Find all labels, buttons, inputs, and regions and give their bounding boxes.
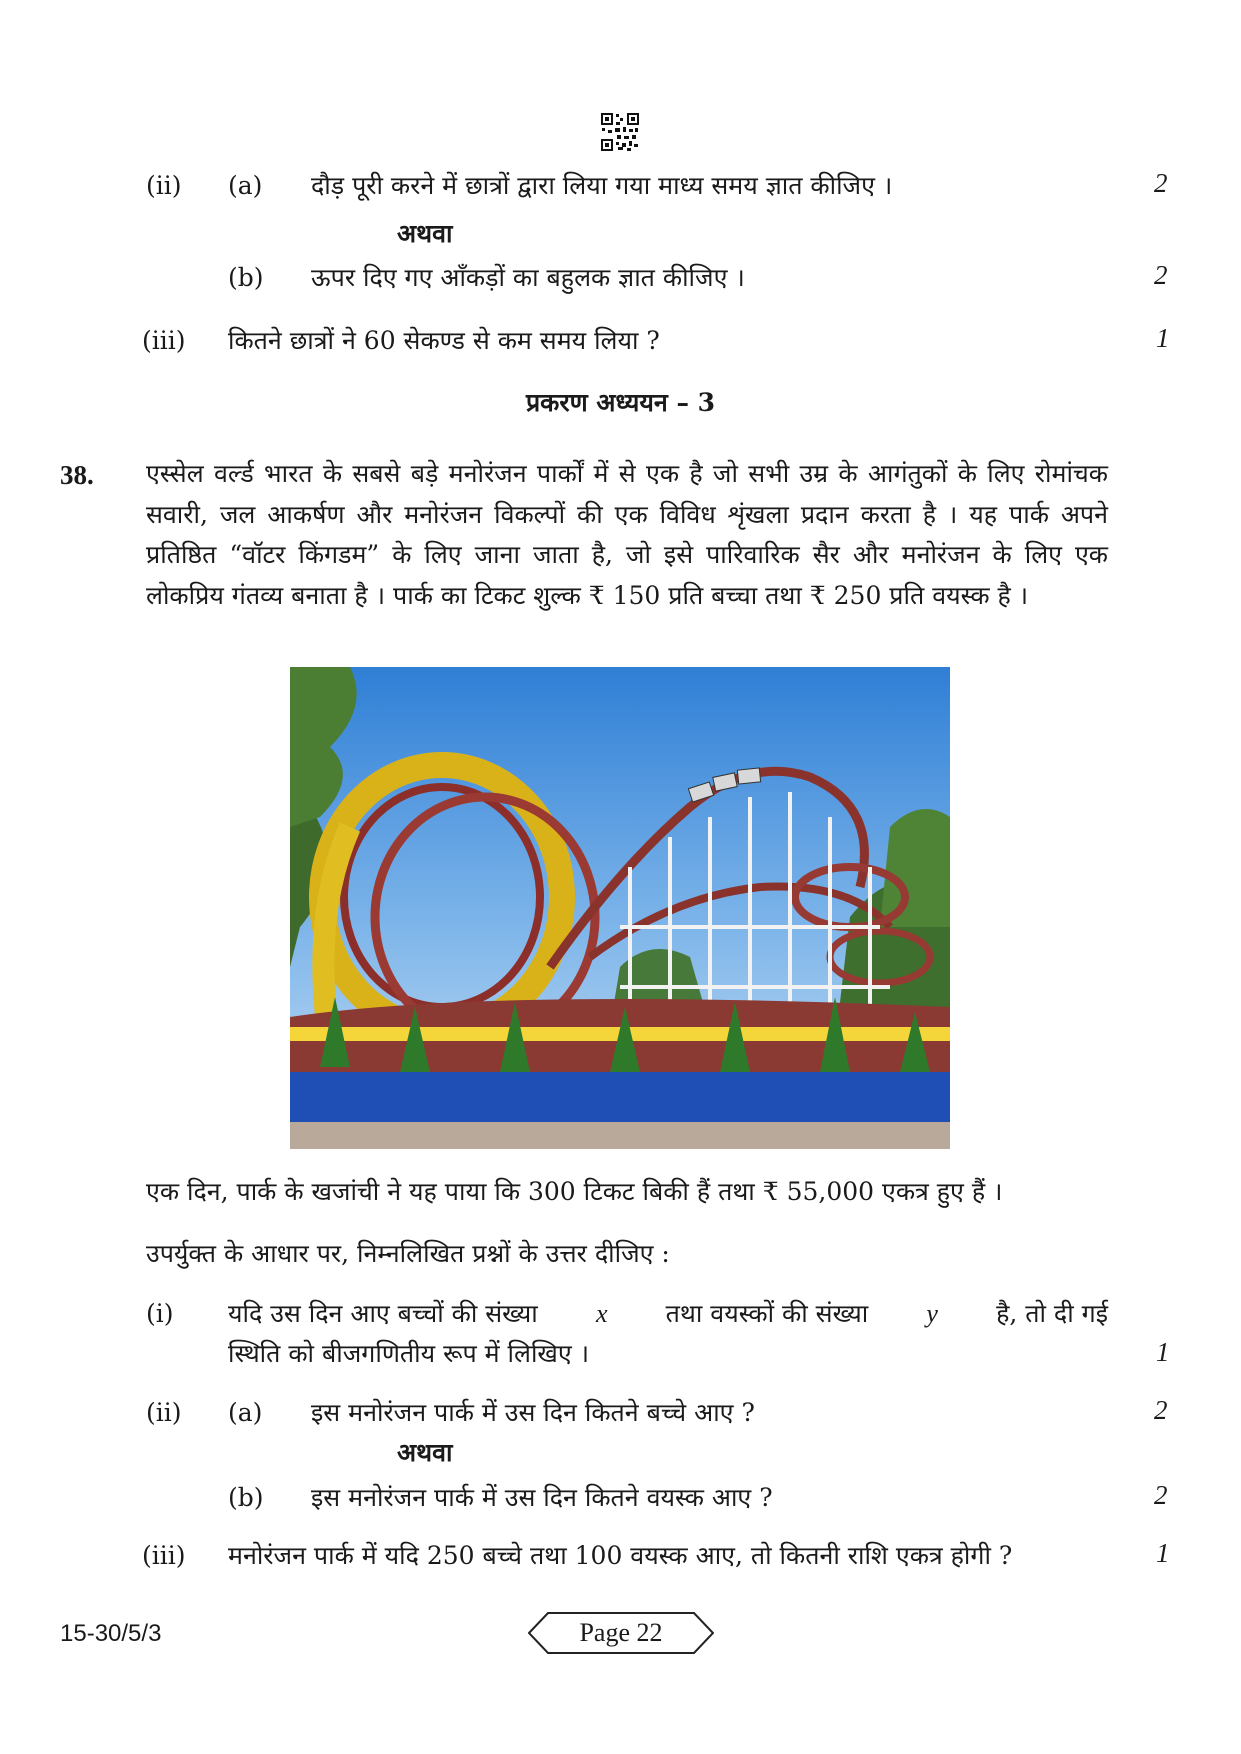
q38-iii-label: (iii) (142, 1541, 186, 1570)
q37-iii-label: (iii) (142, 326, 186, 355)
q37-ii-label: (ii) (146, 171, 182, 200)
q38-i-line1-b: तथा वयस्कों की संख्या (665, 1299, 869, 1328)
q37-ii-b-label: (b) (228, 263, 264, 292)
roller-coaster-photo (290, 667, 950, 1149)
page-number: Page 22 (579, 1618, 663, 1647)
q37-ii-a-marks: 2 (1154, 168, 1168, 198)
q38-ii-a-label: (a) (228, 1398, 263, 1427)
q37-iii-marks: 1 (1156, 323, 1170, 353)
q38-i-marks: 1 (1156, 1337, 1170, 1367)
q38-ii-b-label: (b) (228, 1483, 264, 1512)
q38-i-label: (i) (146, 1299, 174, 1328)
q38-i-var-y: y (926, 1299, 938, 1328)
paper-code: 15-30/5/3 (60, 1620, 162, 1647)
q38-i-line1-a: यदि उस दिन आए बच्चों की संख्या (228, 1299, 538, 1328)
qr-code (600, 112, 640, 152)
q38-iii-text: मनोरंजन पार्क में यदि 250 बच्चे तथा 100 वयस्क आए, तो कितनी राशि एकत्र होगी ? (228, 1541, 1013, 1570)
q38-ii-label: (ii) (146, 1398, 182, 1427)
q38-i-var-x: x (595, 1299, 608, 1328)
q37-ii-b-text: ऊपर दिए गए आँकड़ों का बहुलक ज्ञात कीजिए । (311, 263, 745, 292)
q37-ii-a-label: (a) (228, 171, 263, 200)
q38-number: 38. (60, 460, 94, 490)
q37-or-label: अथवा (397, 219, 453, 248)
q37-ii-b-marks: 2 (1154, 260, 1168, 290)
q38-prompt: उपर्युक्त के आधार पर, निम्नलिखित प्रश्नों के उत्तर दीजिए : (146, 1239, 670, 1268)
q38-iii-marks: 1 (1156, 1538, 1170, 1568)
case-study-title: प्रकरण अध्ययन – 3 (525, 388, 716, 417)
q38-i-line2: स्थिति को बीजगणितीय रूप में लिखिए । (228, 1339, 590, 1368)
q38-ii-b-text: इस मनोरंजन पार्क में उस दिन कितने वयस्क आए ? (311, 1483, 773, 1512)
q38-i-line1-c: है, तो दी गई (996, 1299, 1108, 1328)
q38-or-label: अथवा (397, 1438, 453, 1467)
q38-cashier-line: एक दिन, पार्क के खजांची ने यह पाया कि 300 टिकट बिकी हैं तथा ₹ 55,000 एकत्र हुए हैं । (146, 1177, 1003, 1206)
q38-i-line1 (228, 1294, 1108, 1334)
q38-ii-b-marks: 2 (1154, 1480, 1168, 1510)
q38-ii-a-marks: 2 (1154, 1395, 1168, 1425)
q37-iii-text: कितने छात्रों ने 60 सेकण्ड से कम समय लिया ? (228, 326, 660, 355)
q37-ii-a-text: दौड़ पूरी करने में छात्रों द्वारा लिया गया माध्य समय ज्ञात कीजिए । (311, 171, 893, 200)
q38-intro-paragraph: एस्सेल वर्ल्ड भारत के सबसे बड़े मनोरंजन पार्कों में से एक है जो सभी उम्र के आगंतुकों के लिए रोमांचक सवारी, जल आकर्षण और मनोरंजन विकल्पों की एक विविध शृंखला प्रदान करता है । यह पार्क अपने प्रतिष्ठित “वॉटर किंगडम” के लिए जाना जाता है, जो इसे पारिवारिक सैर और मनोरंजन के लिए एक लोकप्रिय गंतव्य बनाता है । पार्क का टिकट शुल्क ₹ 150 प्रति बच्चा तथा ₹ 250 प्रति वयस्क है । (146, 459, 1108, 610)
q38-ii-a-text: इस मनोरंजन पार्क में उस दिन कितने बच्चे आए ? (311, 1398, 755, 1427)
